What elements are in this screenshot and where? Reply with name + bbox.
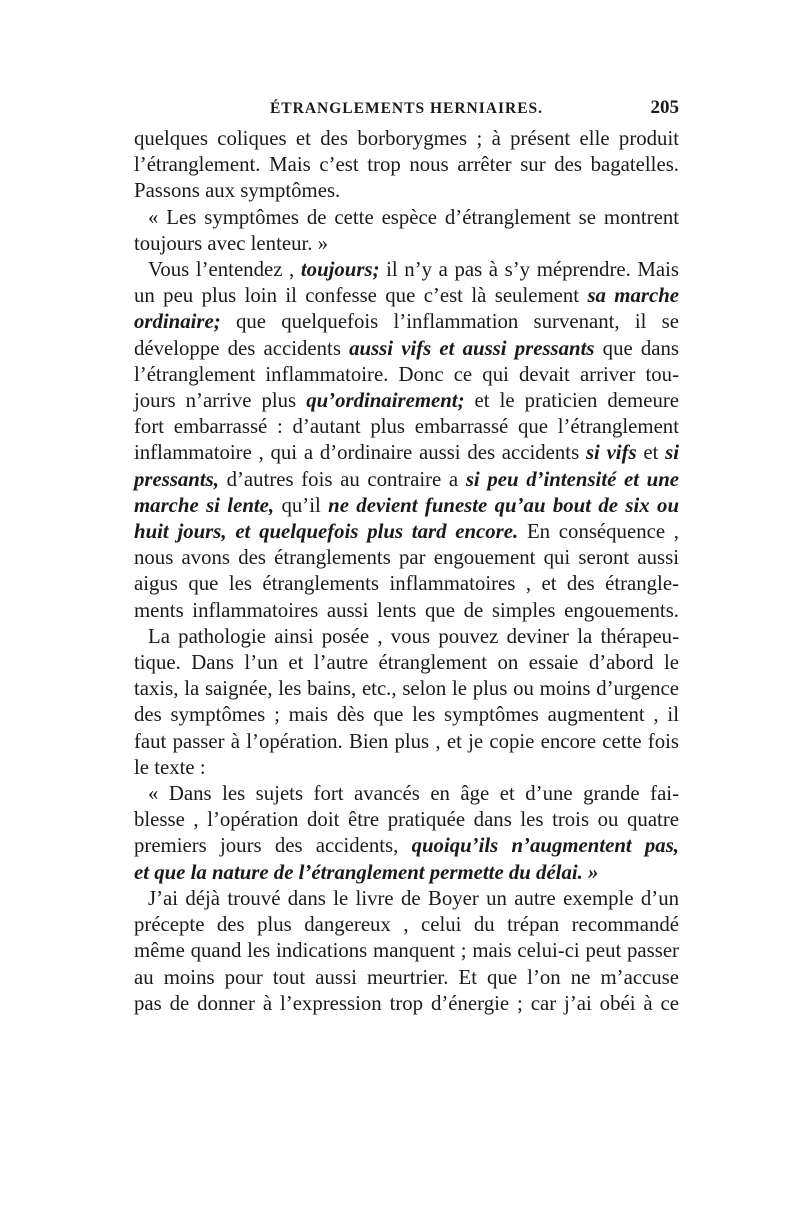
text-line: Passons aux symptômes. xyxy=(134,179,341,203)
text-segment: que quelquefois l’inflammation survenant, il se xyxy=(235,310,679,334)
text-line xyxy=(134,336,679,362)
emphasis-text: si xyxy=(665,441,680,465)
emphasis-text: toujours; xyxy=(300,258,380,282)
text-segment: qu’il xyxy=(281,493,321,517)
emphasis-text: sa marche xyxy=(587,284,680,308)
running-head-title: ÉTRANGLEMENTS HERNIAIRES. xyxy=(269,100,544,117)
text-line: même quand les indications manquent ; mais celui-ci peut passer xyxy=(134,939,679,963)
text-line: fort embarrassé : d’autant plus embarrassé que l’étranglement xyxy=(134,415,679,439)
text-line: blesse , l’opération doit être pratiquée dans les trois ou quatre xyxy=(134,808,679,832)
emphasis-text: pressants, xyxy=(134,467,219,491)
text-line: précepte des plus dangereux , celui du trépan recommandé xyxy=(134,913,679,937)
text-line xyxy=(134,467,679,493)
text-line: aigus que les étranglements inflammatoires , et des étrangle- xyxy=(134,572,679,596)
text-line: au moins pour tout aussi meurtrier. Et que l’on ne m’accuse xyxy=(134,965,679,989)
emphasis-text: et que la nature de l’étranglement permette du délai. » xyxy=(134,860,599,884)
text-segment: que dans xyxy=(602,336,680,360)
text-line xyxy=(134,493,679,519)
text-line: « Dans les sujets fort avancés en âge et d’une grande fai- xyxy=(148,782,679,806)
emphasis-text: quoiqu’ils n’augmentent pas, xyxy=(411,834,679,858)
text-segment: inflammatoire , qui a d’ordinaire aussi des accidents xyxy=(134,441,580,465)
emphasis-text: marche si lente, xyxy=(134,493,275,517)
text-line xyxy=(134,519,679,545)
text-segment: En conséquence , xyxy=(526,520,680,544)
text-segment: d’autres fois au contraire a xyxy=(226,467,459,491)
text-line: tique. Dans l’un et l’autre étranglement on essaie d’abord le xyxy=(134,651,679,675)
text-line xyxy=(134,833,679,859)
text-line: « Les symptômes de cette espèce d’étranglement se montrent xyxy=(148,205,679,229)
text-line: l’étranglement inflammatoire. Donc ce qui devait arriver tou- xyxy=(134,362,679,386)
text-line: faut passer à l’opération. Bien plus , et je copie encore cette fois xyxy=(134,729,679,753)
emphasis-text: ne devient funeste qu’au bout de six ou xyxy=(328,493,680,517)
running-head xyxy=(134,96,679,126)
text-line: toujours avec lenteur. » xyxy=(134,231,329,255)
page-number: 205 xyxy=(650,97,679,118)
text-line xyxy=(134,440,679,466)
body-text xyxy=(134,126,679,1017)
emphasis-text: ordinaire; xyxy=(134,310,221,334)
text-segment: un peu plus loin il confesse que c’est là seulement xyxy=(134,284,580,308)
text-line: quelques coliques et des borborygmes ; à présent elle produit xyxy=(134,127,679,150)
emphasis-text: qu’ordinairement; xyxy=(306,389,465,413)
text-line xyxy=(134,860,679,886)
emphasis-text: aussi vifs et aussi pressants xyxy=(349,336,595,360)
text-segment: premiers jours des accidents, xyxy=(134,834,399,858)
text-line xyxy=(134,283,679,309)
emphasis-text: si vifs xyxy=(585,441,637,465)
text-line: J’ai déjà trouvé dans le livre de Boyer un autre exemple d’un xyxy=(148,886,679,910)
text-line xyxy=(134,309,679,335)
text-line: l’étranglement. Mais c’est trop nous arrêter sur des bagatelles. xyxy=(134,153,679,177)
emphasis-text: si peu d’intensité et une xyxy=(465,467,680,491)
text-segment: et xyxy=(643,441,659,465)
text-line: taxis, la saignée, les bains, etc., selon le plus ou moins d’urgence xyxy=(134,677,679,701)
text-line: le texte : xyxy=(134,755,206,779)
text-segment: jours n’arrive plus xyxy=(134,389,297,413)
text-line xyxy=(134,257,679,283)
text-line: pas de donner à l’expression trop d’énergie ; car j’ai obéi à ce xyxy=(134,991,679,1015)
text-segment: il n’y a pas à s’y méprendre. Mais xyxy=(386,258,680,282)
text-line: ments inflammatoires aussi lents que de simples engouements. xyxy=(134,598,679,622)
text-segment: et le praticien demeure xyxy=(474,389,679,413)
text-line: des symptômes ; mais dès que les symptômes augmentent , il xyxy=(134,703,679,727)
text-segment: développe des accidents xyxy=(134,336,341,360)
emphasis-text: huit jours, et quelquefois plus tard encore. xyxy=(134,520,519,544)
text-line: nous avons des étranglements par engouement qui seront aussi xyxy=(134,546,679,570)
text-line xyxy=(134,388,679,414)
text-segment: Vous l’entendez , xyxy=(148,258,295,282)
text-line: La pathologie ainsi posée , vous pouvez deviner la thérapeu- xyxy=(148,624,679,648)
